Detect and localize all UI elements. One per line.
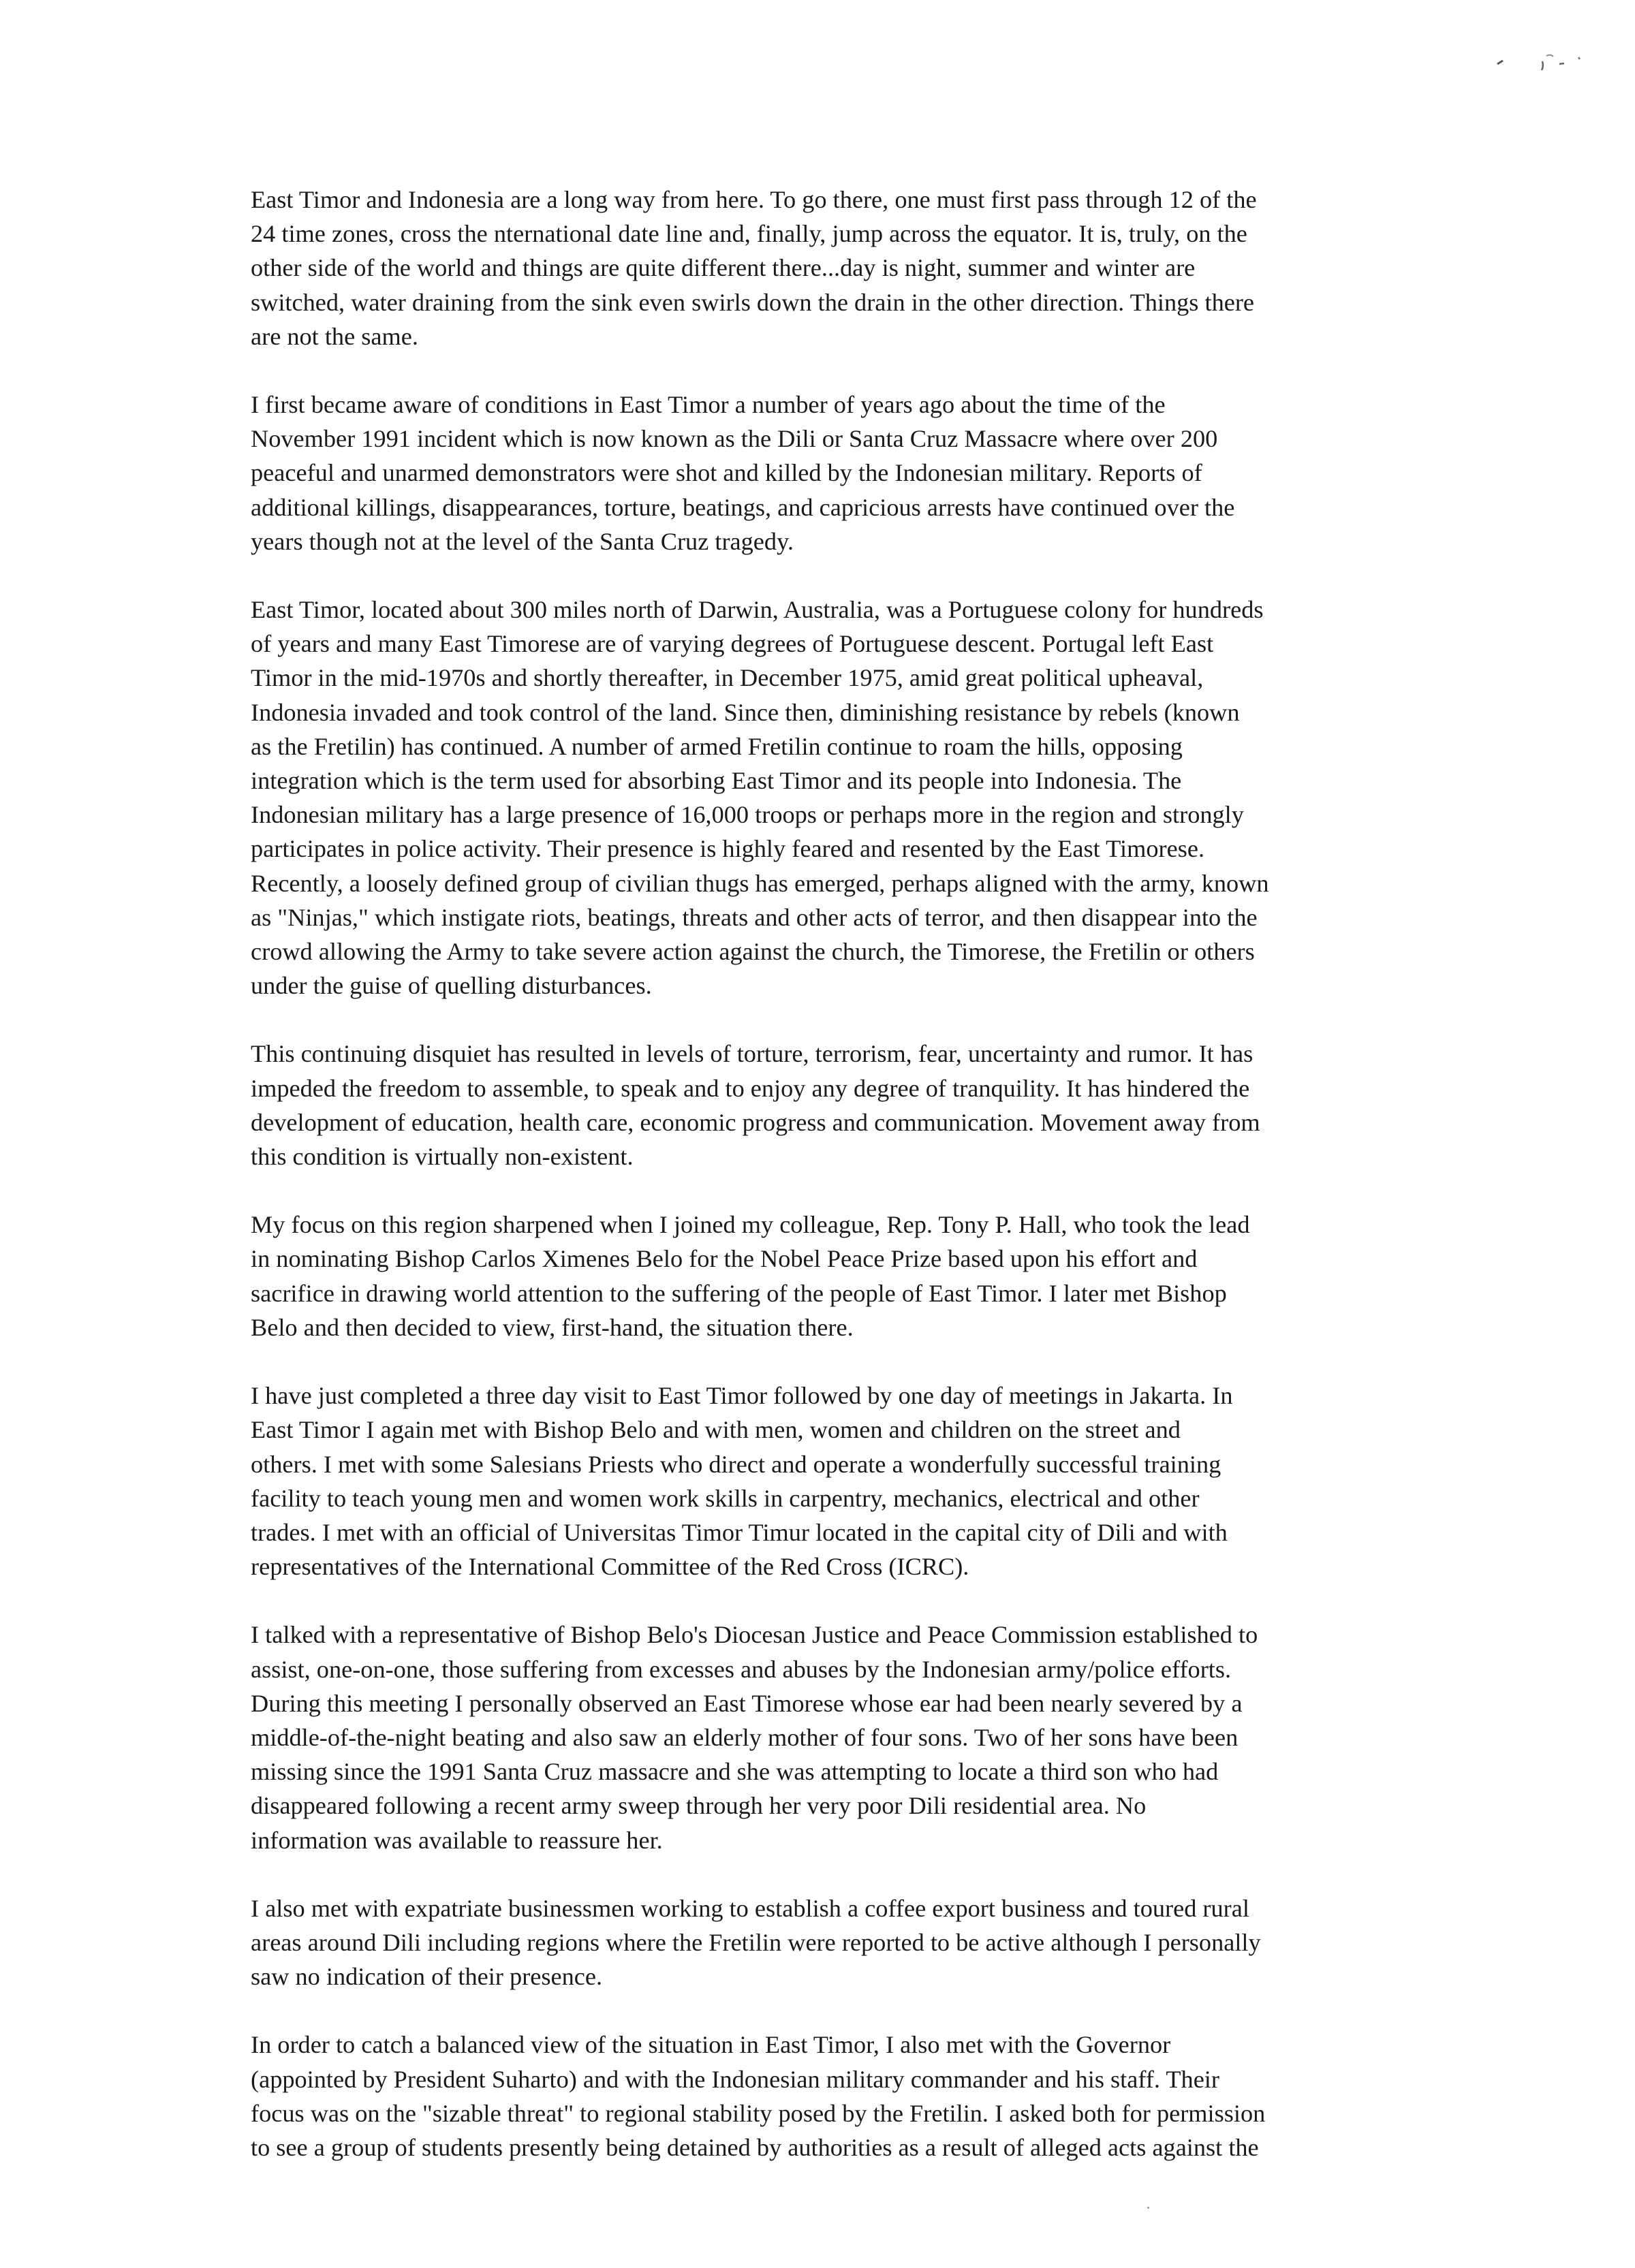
paragraph-1: East Timor and Indonesia are a long way from here. To go there, one must first pass through 12 of the 24 time zones, cross the nternational date line and, finally, jump across the equator. It is, truly, on the other side of the world and things are quite different there...day is night, summer and winter are switched, water draining from the sink even swirls down the drain in the other direction. Things there are not the same. (251, 186, 1257, 350)
scan-marks (1492, 52, 1587, 72)
paragraph-2: I first became aware of conditions in East Timor a number of years ago about the time of the November 1991 incident which is now known as the Dili or Santa Cruz Massacre where over 200 peaceful and unarmed demonstrators were shot and killed by the Indonesian military. Reports of additional killings, disappearances, torture, beatings, and capricious arrests have continued over the years though not at the level of the Santa Cruz tragedy. (251, 391, 1235, 555)
paragraph-7: I talked with a representative of Bishop Belo's Diocesan Justice and Peace Commission established to assist, one-on-one, those suffering from excesses and abuses by the Indonesian army/police efforts. During this meeting I personally observed an East Timorese whose ear had been nearly severed by a middle-of-the-night beating and also saw an elderly mother of four sons. Two of her sons have been missing since the 1991 Santa Cruz massacre and she was attempting to locate a third son who had disappeared following a recent army sweep through her very poor Dili residential area. No information was available to reassure her. (251, 1621, 1258, 1854)
scan-mark-4 (1559, 63, 1564, 64)
paragraph-8: I also met with expatriate businessmen working to establish a coffee export business and toured rural areas around Dili including regions where the Fretilin were reported to be active although I personally saw no indication of their presence. (251, 1894, 1261, 1991)
paragraph-9: In order to catch a balanced view of the situation in East Timor, I also met with the Governor (appointed by President Suharto) and with the Indonesian military commander and his staff. Their focus was on the "sizable threat" to regional stability posed by the Fretilin. I asked both for permission to see a group of students presently being detained by authorities as a result of alleged acts against the (251, 2031, 1266, 2161)
paragraph-4: This continuing disquiet has resulted in levels of torture, terrorism, fear, uncertainty and rumor. It has impeded the freedom to assemble, to speak and to enjoy any degree of tranquility. It has hindered the development of education, health care, economic progress and communication. Movement away from this condition is virtually non-existent. (251, 1040, 1260, 1171)
paragraph-6: I have just completed a three day visit to East Timor followed by one day of meetings in Jakarta. In East Timor I again met with Bishop Belo and with men, women and children on the street and others. I met with some Salesians Priests who direct and operate a wonderfully successful training facility to teach young men and women work skills in carpentry, mechanics, electrical and other trades. I met with an official of Universitas Timor Timur located in the capital city of Dili and with representatives of the International Committee of the Red Cross (ICRC). (251, 1382, 1233, 1581)
paragraph-3: East Timor, located about 300 miles north of Darwin, Australia, was a Portuguese colony for hundreds of years and many East Timorese are of varying degrees of Portuguese descent. Portugal left East Timor in the mid-1970s and shortly thereafter, in December 1975, amid great political upheaval, Indonesia invaded and took control of the land. Since then, diminishing resistance by rebels (known as the Fretilin) has continued. A number of armed Fretilin continue to roam the hills, opposing integration which is the term used for absorbing East Timor and its people into Indonesia. The Indonesian military has a large presence of 16,000 troops or perhaps more in the region and strongly participates in police activity. Their presence is highly feared and resented by the East Timorese. Recently, a loosely defined group of civilian thugs has emerged, perhaps aligned with the army, known as "Ninjas," which instigate riots, beatings, threats and other acts of terror, and then disappear into the crowd allowing the Army to take severe action against the church, the Timorese, the Fretilin or others under the guise of quelling disturbances. (251, 596, 1269, 1000)
scan-mark-3 (1546, 55, 1553, 57)
scan-mark-1 (1497, 61, 1503, 64)
scan-speck (1147, 2207, 1149, 2209)
paragraph-5: My focus on this region sharpened when I joined my colleague, Rep. Tony P. Hall, who took the lead in nominating Bishop Carlos Ximenes Belo for the Nobel Peace Prize based upon his effort and sacrifice in drawing world attention to the suffering of the people of East Timor. I later met Bishop Belo and then decided to view, first-hand, the situation there. (251, 1211, 1250, 1341)
scan-mark-5 (1578, 57, 1580, 59)
letter-body (251, 183, 1409, 2199)
scan-mark-2 (1542, 61, 1543, 70)
